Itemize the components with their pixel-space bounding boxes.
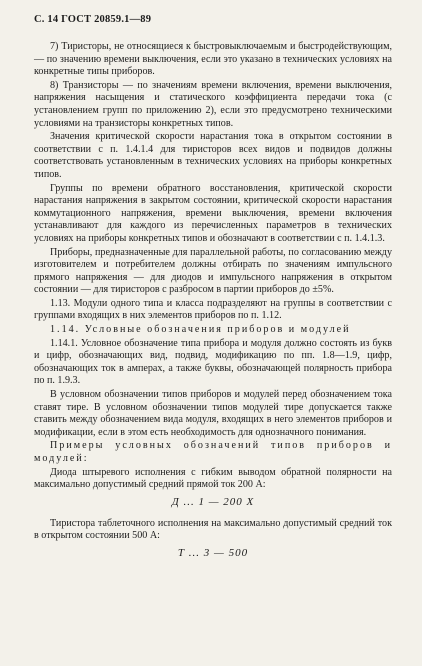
formula-thyristor: Т ... 3 — 500 [177,546,249,559]
page-header: С. 14 ГОСТ 20859.1—89 [34,14,152,25]
paragraph-parallel: Приборы, предназначенные для параллельной работы, по согласованию между изготовителем и потребителем должны отбирать по значениям импульсного прямого напряжения — для диодов и импульсного напряжения в открытом состоянии — для тиристоров с разбросом в партии приборов до ±5%. [34,246,392,296]
paragraph-1-13: 1.13. Модули одного типа и класса подразделяют на группы в соответствии с группами входящих в них элементов приборов по п. 1.12. [34,297,392,322]
formula-diode: Д ... 1 — 200 Х [171,495,255,508]
paragraph-critical-rate: Значения критической скорости нарастания тока в открытом состоянии в соответствии с п. 1.4.1.4 для тиристоров всех видов и подвидов должны соответствовать установленным в технических условиях на приборы конкретных типов. [34,131,392,180]
examples-heading: Примеры условных обозначений типов приборов и модулей: [34,440,392,464]
paragraph-dash-rule: В условном обозначении типов приборов и модулей перед обозначением тока ставят тире. В условном обозначении типов модулей тире допускается также ставить между обозначением вида модуля, входящих в него элементов приборов и модификации, если в этом есть необходимость для однозначного понимания. [34,389,392,438]
paragraph-groups: Группы по времени обратного восстановления, критической скорости нарастания напряжения в закрытом состоянии, критической скорости нарастания коммутационного напряжения, времени выключения, времени включения устанавливают для каждого из перечисленных параметров в технических условиях на приборы конкретных типов и обозначают в соответствии с п. 1.4.1.3. [34,182,392,244]
section-heading-1-14: 1.14. Условные обозначения приборов и модулей [50,324,351,336]
paragraph-thyristor-example: Тиристора таблеточного исполнения на максимально допустимый средний ток в открытом состоянии 500 А: [34,517,392,542]
paragraph-thyristors: 7) Тиристоры, не относящиеся к быстровыключаемым и быстродействующим,— по значению времени выключения, если это указано в технических условиях на конкретные типы приборов. [34,41,392,78]
paragraph-diode-example: Диода штыревого исполнения с гибким выводом обратной полярности на максимально допустимый средний прямой ток 200 А: [34,466,392,491]
paragraph-transistors: 8) Транзисторы — по значениям времени включения, времени выключения, напряжения насыщения и статического коэффициента передачи тока (с установлением групп по приложению 2), если это предусмотрено техническими условиями на транзисторы конкретных типов. [34,79,392,129]
paragraph-1-14-1: 1.14.1. Условное обозначение типа прибора и модуля должно состоять из букв и цифр, обозначающих вид, подвид, модификацию по пп. 1.8—1.9, цифр, обозначающих ток в амперах, а также буквы, обозначающей полярность прибора по п. 1.9.3. [34,337,392,387]
